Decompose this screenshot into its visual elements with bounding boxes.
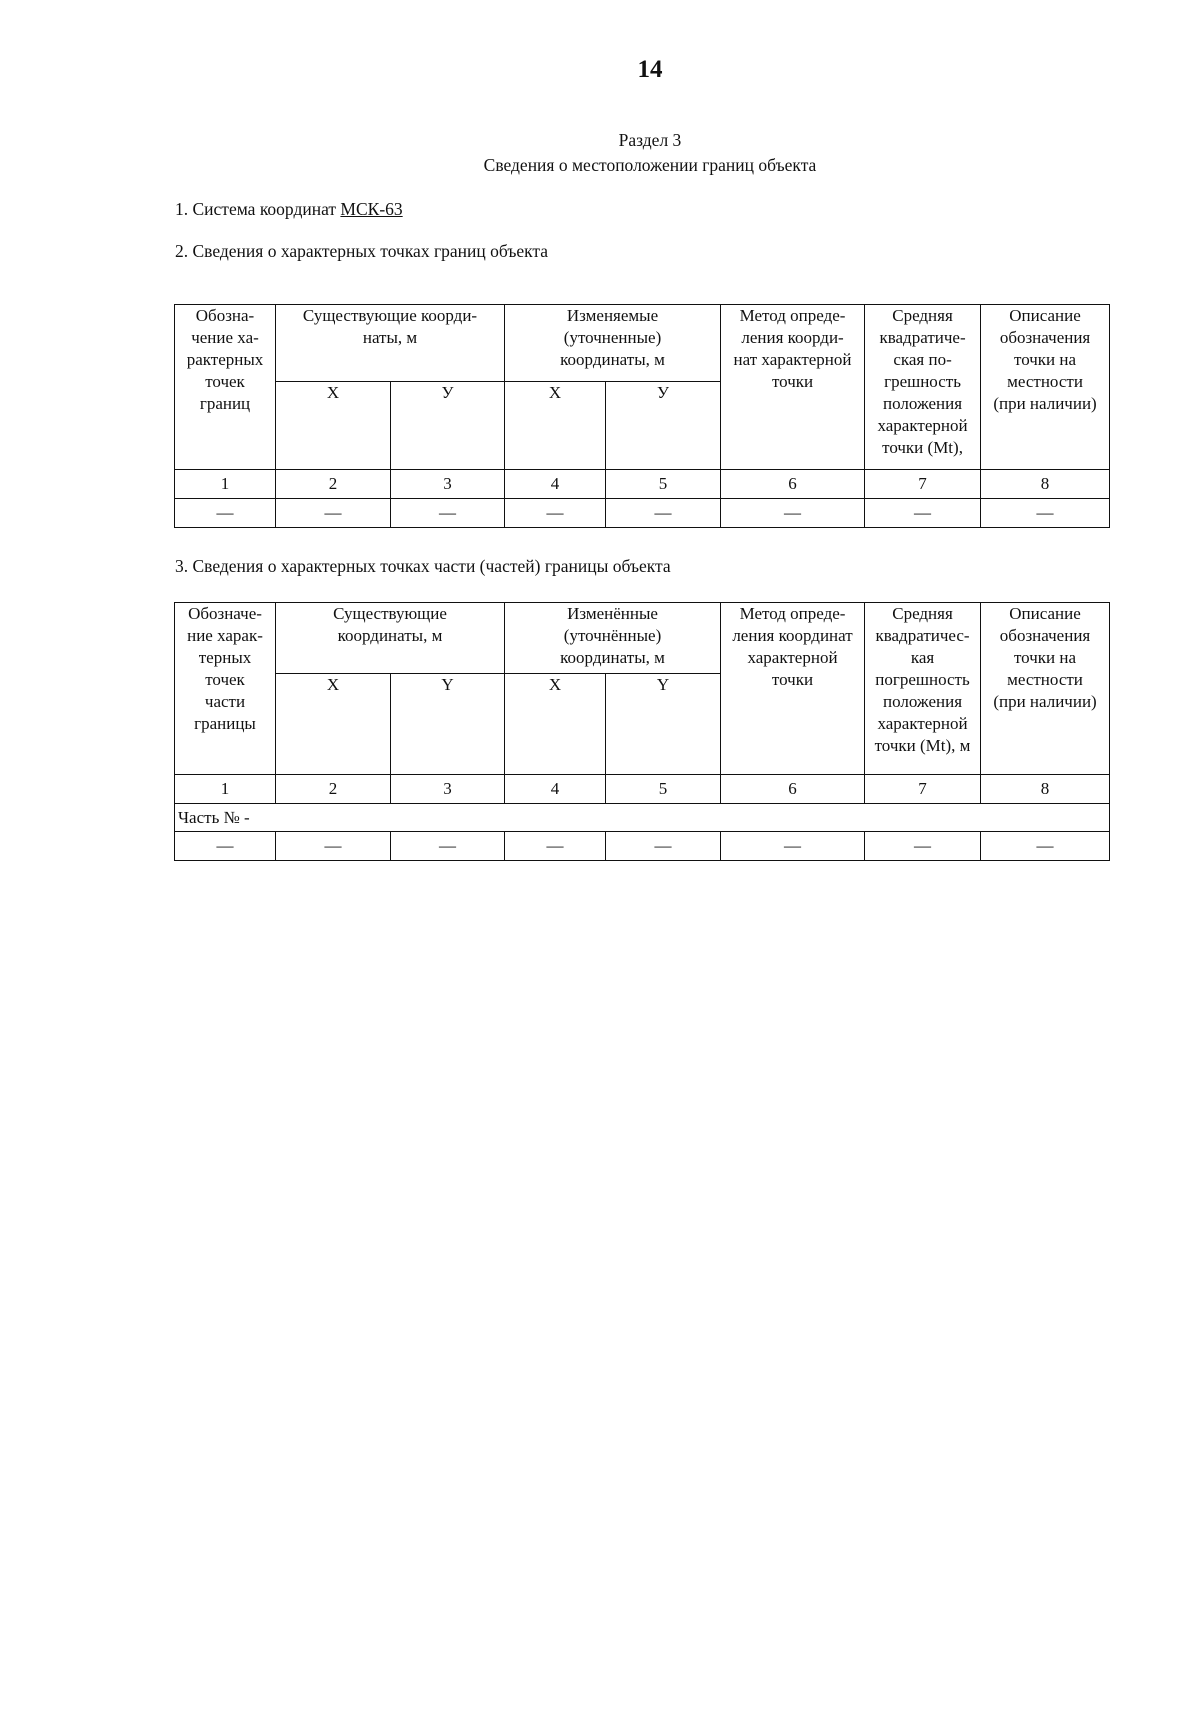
table-cell: — — [391, 832, 505, 861]
header-existing-coordinates: Существующие координаты, м — [276, 603, 505, 674]
section-label: Раздел 3 — [618, 130, 682, 150]
coordinate-system-label: 1. Система координат — [175, 199, 341, 219]
header-existing-y: У — [391, 382, 505, 470]
part-label: Часть № - — [175, 804, 1110, 832]
header-mean-square-error: Средняя квадратичес- кая погрешность положения характерной точки (Mt), м — [865, 603, 981, 775]
header-point-designation: Обозна- чение ха- рактерных точек границ — [175, 305, 276, 470]
column-number: 2 — [276, 775, 391, 804]
column-number: 3 — [391, 470, 505, 499]
table-cell: — — [865, 499, 981, 528]
header-description: Описание обозначения точки на местности (при наличии) — [981, 305, 1110, 470]
header-method: Метод опреде- ления коорди- нат характерной точки — [721, 305, 865, 470]
table-cell: — — [505, 832, 606, 861]
table-cell: — — [276, 832, 391, 861]
column-number: 3 — [391, 775, 505, 804]
table-cell: — — [175, 832, 276, 861]
column-number: 5 — [606, 775, 721, 804]
header-mean-square-error: Средняя квадратиче- ская по- грешность положения характерной точки (Mt), — [865, 305, 981, 470]
header-changed-coordinates: Изменяемые (уточненные) координаты, м — [505, 305, 721, 382]
table-cell: — — [606, 499, 721, 528]
header-method: Метод опреде- ления координат характерной точки — [721, 603, 865, 775]
part-boundary-points-table — [174, 602, 1110, 861]
header-description: Описание обозначения точки на местности (при наличии) — [981, 603, 1110, 775]
header-point-designation: Обозначе- ние харак- терных точек части границы — [175, 603, 276, 775]
table-row — [175, 499, 1110, 528]
table-cell: — — [391, 499, 505, 528]
column-number: 5 — [606, 470, 721, 499]
table-cell: — — [175, 499, 276, 528]
table-header-row — [175, 603, 1110, 674]
column-number: 1 — [175, 470, 276, 499]
header-existing-coordinates: Существующие коорди- наты, м — [276, 305, 505, 382]
part-boundary-points-heading: 3. Сведения о характерных точках части (частей) границы объекта — [175, 556, 671, 576]
table-cell: — — [276, 499, 391, 528]
column-number: 4 — [505, 775, 606, 804]
column-number: 6 — [721, 470, 865, 499]
table-cell: — — [721, 832, 865, 861]
header-changed-y: У — [606, 382, 721, 470]
coordinate-system-line — [175, 199, 403, 220]
table-cell: — — [981, 499, 1110, 528]
table-cell: — — [865, 832, 981, 861]
page-number: 14 — [637, 56, 663, 83]
boundary-points-table — [174, 304, 1110, 528]
header-changed-x: X — [505, 382, 606, 470]
table-cell: — — [505, 499, 606, 528]
header-existing-x: X — [276, 382, 391, 470]
part-row — [175, 804, 1110, 832]
table-cell: — — [721, 499, 865, 528]
column-number: 6 — [721, 775, 865, 804]
column-number-row — [175, 470, 1110, 499]
column-number: 7 — [865, 470, 981, 499]
header-changed-y: Y — [606, 674, 721, 775]
table-row — [175, 832, 1110, 861]
coordinate-system-value: МСК-63 — [340, 199, 403, 219]
header-changed-x: X — [505, 674, 606, 775]
column-number: 8 — [981, 775, 1110, 804]
header-existing-y: Y — [391, 674, 505, 775]
column-number: 2 — [276, 470, 391, 499]
section-heading — [0, 128, 1200, 178]
section-title: Сведения о местоположении границ объекта — [483, 155, 817, 175]
table-cell: — — [981, 832, 1110, 861]
header-changed-coordinates: Изменённые (уточнённые) координаты, м — [505, 603, 721, 674]
header-existing-x: X — [276, 674, 391, 775]
column-number: 4 — [505, 470, 606, 499]
column-number: 8 — [981, 470, 1110, 499]
column-number-row — [175, 775, 1110, 804]
column-number: 7 — [865, 775, 981, 804]
table-header-row — [175, 305, 1110, 382]
column-number: 1 — [175, 775, 276, 804]
table-cell: — — [606, 832, 721, 861]
boundary-points-heading: 2. Сведения о характерных точках границ объекта — [175, 241, 549, 261]
